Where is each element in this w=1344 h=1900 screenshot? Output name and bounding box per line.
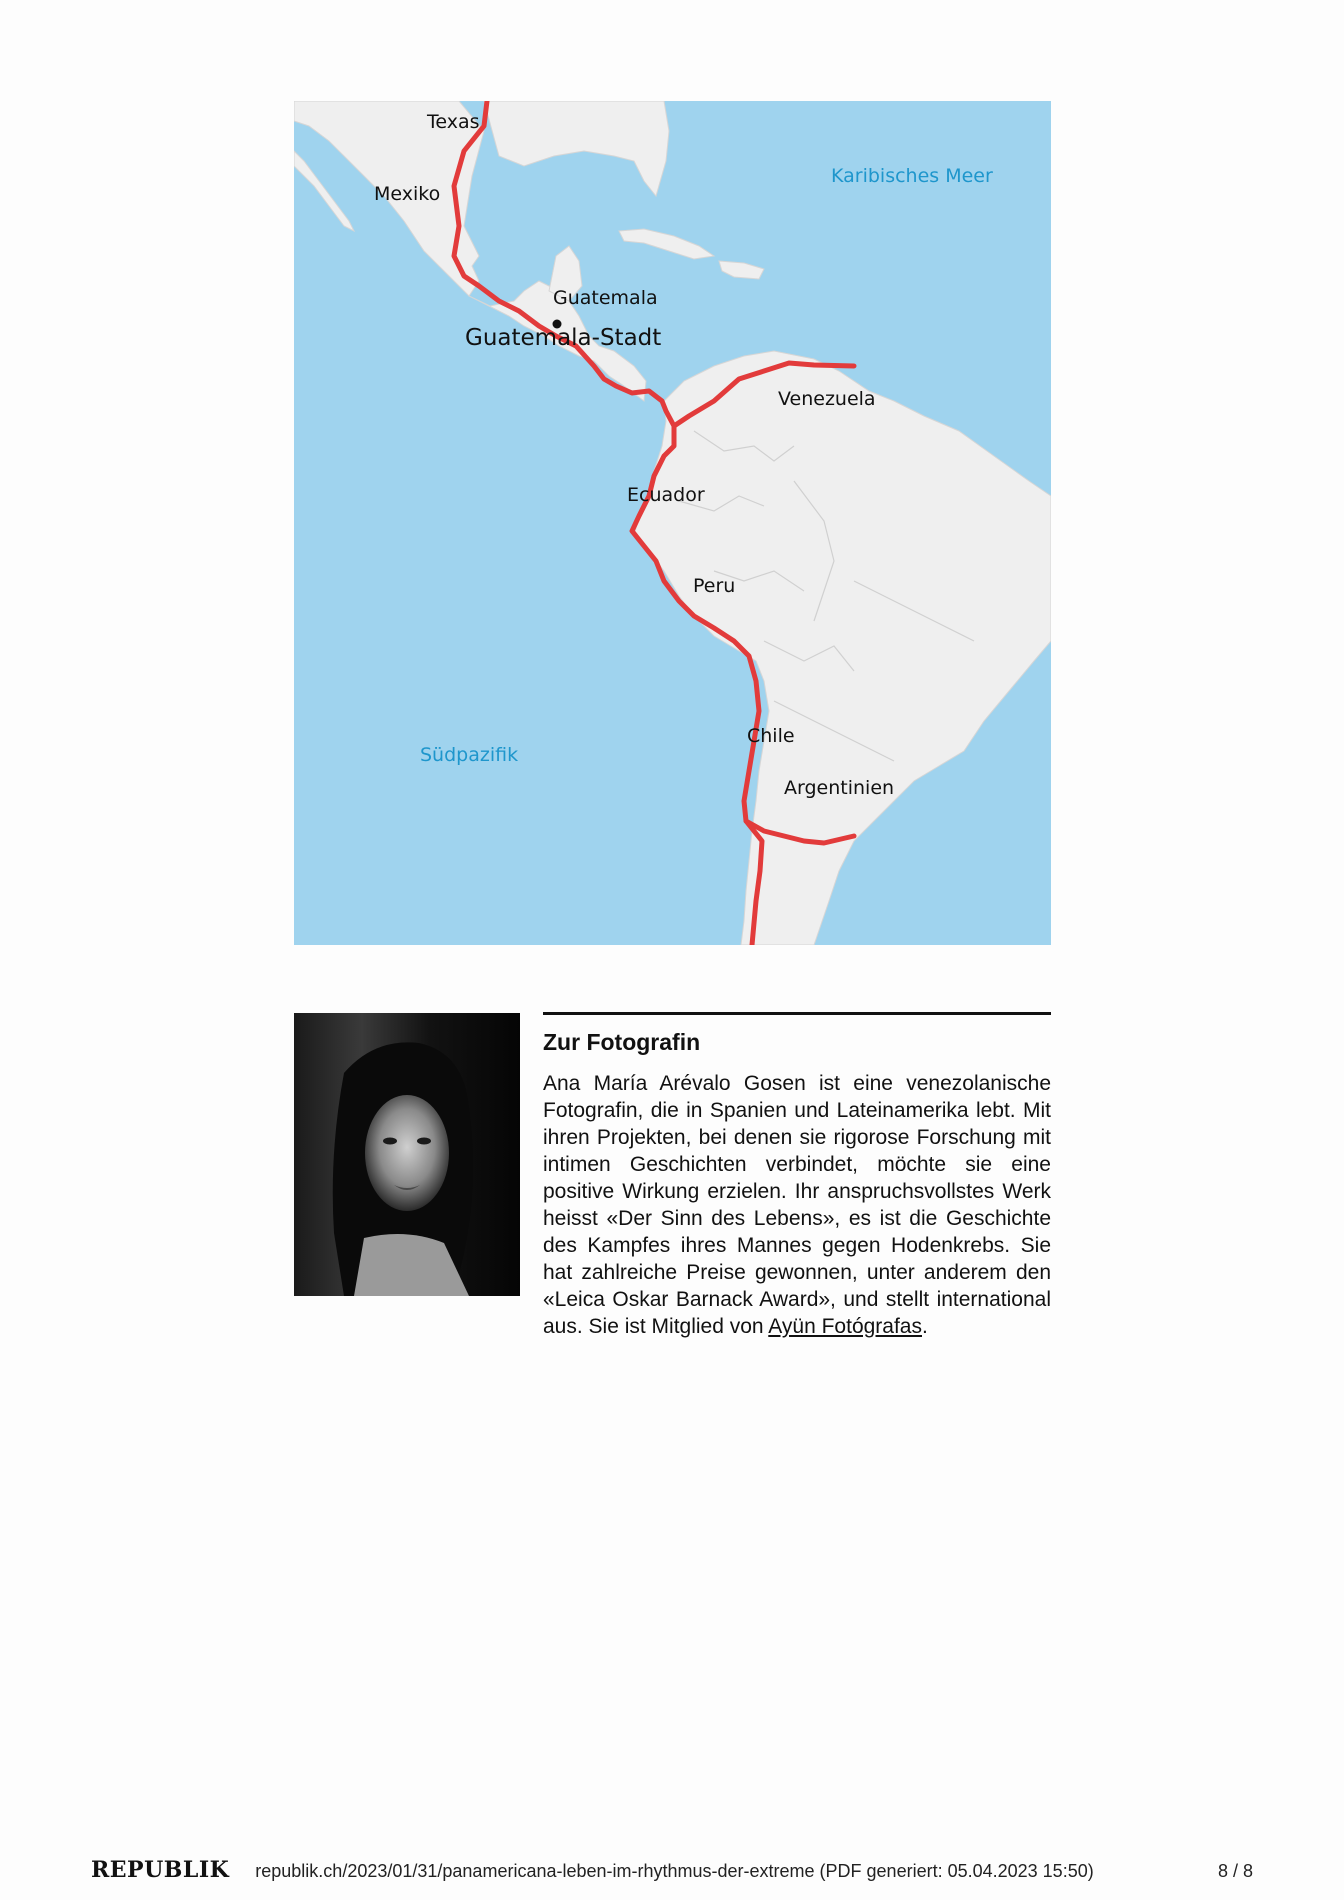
label-argentinien: Argentinien (784, 777, 895, 799)
label-chile: Chile (747, 725, 795, 747)
bio-title: Zur Fotografin (543, 1029, 701, 1055)
photographer-bio (543, 1012, 1051, 1340)
bio-body: Ana María Arévalo Gosen ist eine venezolanische Fotografin, die in Spanien und Lateinamerika lebt. Mit ihren Projekten, bei denen sie rigorose Forschung mit intimen Geschichten verbindet, möchte sie eine positive Wirkung erzielen. Ihr anspruchsvollstes Werk heisst «Der Sinn des Lebens», es ist die Geschichte des Kampfes ihres Mannes gegen Hodenkrebs. Sie hat zahlreiche Preise gewonnen, unter anderem den «Leica Oskar Barnack Award», und stellt international aus. Sie ist Mitglied von (543, 1072, 1051, 1338)
map-graphic (294, 101, 1051, 945)
land-baja (294, 151, 354, 231)
bio-end: . (922, 1315, 928, 1338)
label-mexiko: Mexiko (374, 183, 441, 205)
portrait-graphic (294, 1013, 520, 1296)
label-guatemala: Guatemala (553, 287, 658, 309)
land-cuba (619, 229, 714, 259)
land-us-gulf (484, 101, 669, 196)
label-venezuela: Venezuela (778, 388, 876, 410)
label-peru: Peru (693, 575, 736, 597)
republik-logo: REPUBLIK (91, 1857, 230, 1883)
land-south-america (634, 351, 1051, 945)
page-footer (91, 1857, 1253, 1883)
bio-divider (543, 1012, 1051, 1015)
photographer-portrait (294, 1013, 520, 1296)
footer-url: republik.ch/2023/01/31/panamericana-leben-im-rhythmus-der-extreme (PDF generiert: 05.04.2023 15:50) (255, 1861, 1094, 1881)
route-map (294, 101, 1051, 945)
bio-text (543, 1070, 1051, 1340)
ayun-fotografas-link[interactable]: Ayün Fotógrafas (768, 1315, 922, 1338)
page-number: 8 / 8 (1217, 1861, 1253, 1881)
land-hispaniola (719, 261, 764, 279)
label-texas: Texas (427, 111, 480, 133)
label-ecuador: Ecuador (627, 484, 705, 506)
label-guatemala-stadt: Guatemala-Stadt (465, 325, 662, 351)
label-karibisches-meer: Karibisches Meer (831, 165, 993, 187)
label-suedpazifik: Südpazifik (420, 744, 519, 766)
